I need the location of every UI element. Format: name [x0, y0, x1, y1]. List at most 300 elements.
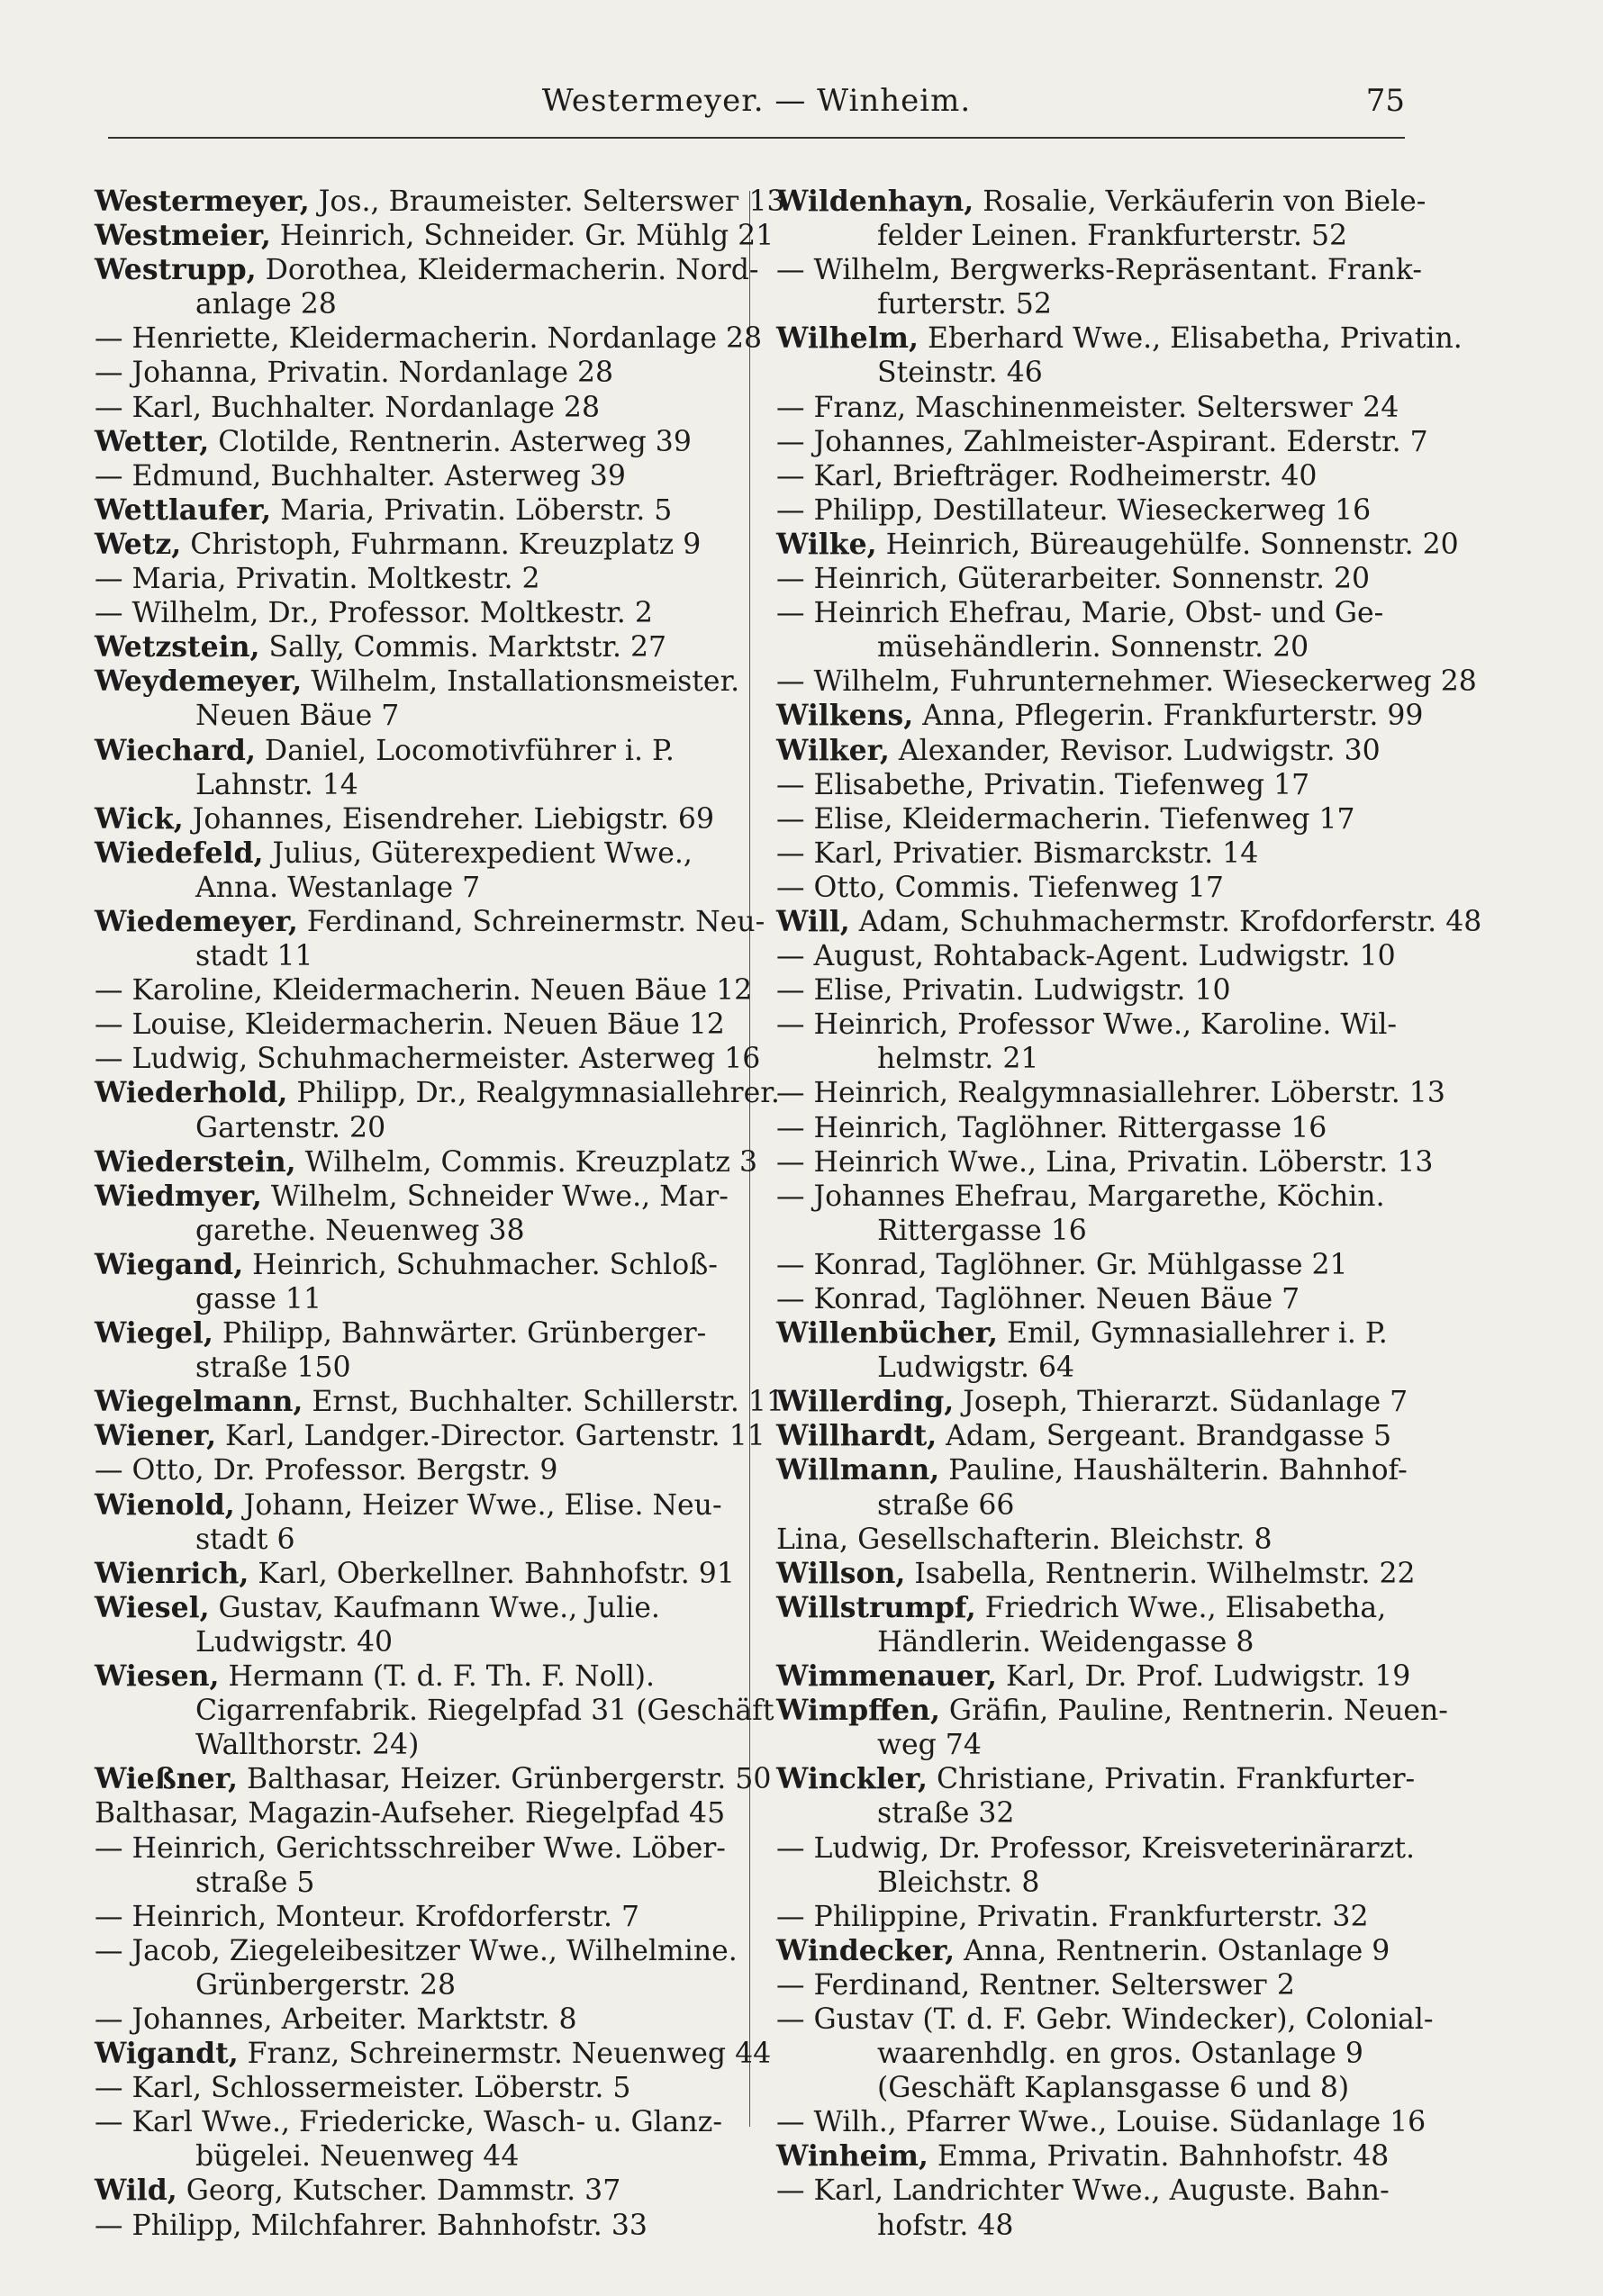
directory-entry	[95, 185, 785, 219]
entry-text: — Heinrich, Monteur. Krofdorferstr. 7	[95, 1900, 640, 1933]
entry-text: Eberhard Wwe., Elisabetha, Privatin.	[918, 322, 1463, 356]
entry-continuation	[95, 2139, 716, 2174]
entry-text: anlage 28	[195, 288, 337, 321]
directory-entry	[95, 734, 716, 802]
entry-text: Gustav, Kaufmann Wwe., Julie.	[209, 1591, 660, 1624]
directory-entry	[776, 1968, 1398, 2002]
entry-text: Julius, Güterexpedient Wwe.,	[263, 836, 693, 870]
entry-continuation	[776, 1042, 1398, 1076]
entry-text: Adam, Schuhmachermstr. Krofdorferstr. 48	[849, 905, 1482, 938]
entry-line	[95, 493, 716, 528]
entry-text: — Gustav (T. d. F. Gebr. Windecker), Colonial-	[776, 2002, 1434, 2036]
entry-line	[776, 699, 1424, 733]
entry-text: — Philipp, Destillateur. Wieseckerweg 16	[776, 493, 1372, 527]
directory-entry	[95, 2037, 772, 2071]
entry-text: straße 150	[195, 1351, 351, 1385]
entry-line	[776, 2105, 1426, 2139]
entry-text: — Heinrich, Gerichtsschreiber Wwe. Löber-	[95, 1831, 726, 1865]
entry-text: garethe. Neuenweg 38	[195, 1214, 525, 1247]
entry-line	[95, 321, 763, 356]
entry-surname: Willhardt,	[776, 1419, 937, 1453]
entry-text: Anna. Westanlage 7	[195, 871, 481, 904]
entry-line	[95, 1762, 772, 1796]
entry-line	[776, 1385, 1408, 1419]
entry-surname: Wildenhayn,	[776, 185, 974, 218]
directory-entry	[95, 802, 716, 836]
entry-text: — Karl Wwe., Friedericke, Wasch- u. Glanz-	[95, 2106, 722, 2139]
entry-line	[776, 973, 1398, 1008]
entry-continuation	[95, 1625, 716, 1659]
entry-line	[776, 321, 1463, 356]
directory-entry	[95, 1008, 725, 1042]
entry-text: — Heinrich, Professor Wwe., Karoline. Wil-	[776, 1008, 1398, 1042]
entry-line	[95, 562, 716, 596]
entry-text: Wilhelm, Commis. Kreuzplatz 3	[295, 1145, 758, 1179]
entry-line	[776, 734, 1398, 768]
directory-entry	[776, 1556, 1416, 1591]
entry-text: Philipp, Bahnwärter. Grünberger-	[213, 1317, 707, 1351]
entry-text: gasse 11	[195, 1283, 322, 1315]
entry-line	[776, 253, 1422, 287]
entry-surname: Wiegelmann,	[95, 1385, 303, 1419]
entry-text: Händlerin. Weidengasse 8	[877, 1625, 1254, 1659]
left-column	[95, 185, 785, 2243]
entry-text: Ernst, Buchhalter. Schillerstr. 11	[303, 1386, 784, 1419]
entry-continuation	[776, 1728, 1398, 1762]
entry-line	[776, 939, 1398, 973]
entry-continuation	[776, 1351, 1398, 1385]
entry-text: Alexander, Revisor. Ludwigstr. 30	[889, 734, 1381, 767]
entry-text: — Wilhelm, Bergwerks-Repräsentant. Frank-	[776, 254, 1422, 287]
entry-line	[776, 768, 1398, 802]
entry-line	[776, 425, 1428, 459]
entry-text: Cigarrenfabrik. Riegelpfad 31 (Geschäft	[195, 1695, 774, 1728]
directory-entry	[776, 1831, 1415, 1900]
entry-text: Friedrich Wwe., Elisabetha,	[975, 1591, 1387, 1624]
entry-line	[95, 2037, 772, 2071]
directory-entry	[776, 1523, 1398, 1557]
entry-line	[776, 1523, 1398, 1557]
entry-line	[776, 1180, 1398, 1214]
directory-entry	[776, 973, 1398, 1008]
directory-entry	[776, 562, 1398, 596]
entry-line	[776, 904, 1482, 939]
entry-continuation	[95, 1523, 716, 1557]
entry-continuation	[95, 699, 716, 733]
entry-text: Franz, Schreinermstr. Neuenweg 44	[238, 2038, 772, 2071]
entry-continuation	[776, 630, 1398, 664]
entry-line	[776, 527, 1459, 562]
directory-entry	[776, 1694, 1448, 1762]
entry-continuation	[95, 1694, 774, 1728]
entry-surname: Wick,	[95, 801, 184, 836]
entry-text: straße 5	[195, 1866, 315, 1899]
entry-text: Johann, Heizer Wwe., Elise. Neu-	[234, 1488, 722, 1522]
directory-entry	[776, 1762, 1416, 1830]
entry-surname: Wiedmyer,	[95, 1179, 262, 1213]
entry-text: — Wilhelm, Dr., Professor. Moltkestr. 2	[95, 597, 653, 630]
entry-text: straße 32	[877, 1797, 1015, 1830]
directory-entry	[95, 1248, 716, 1316]
entry-text: Christoph, Fuhrmann. Kreuzplatz 9	[181, 528, 702, 561]
entry-text: Jos., Braumeister. Selterswег 13	[309, 185, 785, 218]
entry-text: Gartenstr. 20	[195, 1111, 386, 1144]
entry-text: straße 66	[877, 1488, 1015, 1522]
entry-surname: Wiegand,	[95, 1247, 244, 1281]
entry-line	[776, 871, 1398, 905]
entry-text: — Karl, Schlossermeister. Löberstr. 5	[95, 2072, 631, 2105]
directory-entry	[776, 253, 1422, 321]
running-title: Westermeyer. — Winheim.	[541, 83, 972, 119]
entry-text: hofstr. 48	[877, 2209, 1014, 2242]
entry-line	[95, 1831, 726, 1866]
directory-entry	[776, 425, 1428, 459]
entry-surname: Wilker,	[776, 733, 890, 767]
entry-continuation	[776, 2037, 1398, 2071]
entry-surname: Wiesel,	[95, 1590, 210, 1624]
entry-surname: Wießner,	[95, 1762, 238, 1796]
entry-line	[95, 219, 774, 253]
directory-entry	[95, 391, 716, 425]
entry-text: Clotilde, Rentnerin. Asterweg 39	[209, 425, 692, 458]
directory-entry	[95, 2209, 716, 2243]
page-number: 75	[1365, 83, 1405, 119]
entry-text: Anna, Rentnerin. Ostanlage 9	[955, 1934, 1390, 1967]
entry-line	[95, 1453, 716, 1487]
entry-line	[95, 1556, 735, 1591]
entry-text: — Karl, Privatier. Bismarckstr. 14	[776, 836, 1259, 870]
entry-text: Wallthorstr. 24)	[195, 1729, 420, 1762]
entry-text: Pauline, Haushälterin. Bahnhof-	[939, 1454, 1408, 1487]
entry-surname: Willenbücher,	[776, 1316, 998, 1351]
entry-text: — Henriette, Kleidermacherin. Nordanlage 28	[95, 322, 763, 356]
entry-surname: Wigandt,	[95, 2037, 239, 2071]
entry-text: — Heinrich, Taglöhner. Rittergasse 16	[776, 1111, 1327, 1144]
entry-continuation	[95, 1351, 716, 1385]
directory-entry	[776, 185, 1426, 253]
entry-line	[95, 1316, 716, 1351]
directory-entry	[776, 596, 1398, 664]
directory-entry	[776, 2139, 1398, 2174]
entry-text: Ludwigstr. 64	[877, 1351, 1075, 1385]
entry-text: Grünbergerstr. 28	[195, 1968, 457, 2002]
directory-entry	[95, 1762, 772, 1796]
entry-text: Dorothea, Kleidermacherin. Nord-	[256, 254, 759, 287]
entry-continuation	[776, 1625, 1398, 1659]
directory-entry	[95, 493, 716, 528]
entry-line	[95, 391, 716, 425]
entry-text: Lina, Gesellschafterin. Bleichstr. 8	[776, 1523, 1272, 1556]
entry-text: Rosalie, Verkäuferin von Biele-	[974, 185, 1426, 218]
entry-text: bügelei. Neuenweg 44	[195, 2140, 520, 2174]
entry-line	[776, 2139, 1398, 2174]
entry-text: furterstr. 52	[877, 288, 1052, 321]
entry-continuation	[95, 1282, 716, 1316]
entry-continuation	[95, 939, 716, 973]
entry-text: Daniel, Locomotivführer i. P.	[255, 734, 675, 767]
entry-line	[776, 391, 1398, 425]
entry-text: Ferdinand, Schreinermstr. Neu-	[297, 905, 765, 938]
entry-line	[95, 802, 716, 836]
directory-entry	[95, 321, 763, 356]
entry-surname: Wiederstein,	[95, 1144, 296, 1179]
entry-surname: Wienrich,	[95, 1556, 249, 1590]
entry-text: Johannes, Eisendreher. Liebigstr. 69	[183, 802, 714, 836]
entry-text: — Ludwig, Schuhmachermeister. Asterweg 16	[95, 1043, 761, 1076]
directory-entry	[95, 2071, 716, 2105]
entry-surname: Wilhelm,	[776, 321, 919, 356]
entry-line	[95, 2071, 716, 2105]
entry-surname: Willerding,	[776, 1385, 955, 1419]
entry-continuation	[95, 1214, 716, 1248]
entry-text: — Elise, Privatin. Ludwigstr. 10	[776, 974, 1231, 1008]
entry-surname: Wetzstein,	[95, 630, 260, 664]
entry-continuation	[95, 1728, 716, 1762]
entry-text: — Otto, Dr. Professor. Bergstr. 9	[95, 1454, 558, 1487]
directory-entry	[776, 1419, 1398, 1453]
entry-text: Steinstr. 46	[877, 357, 1043, 390]
entry-text: Neuen Bäue 7	[195, 700, 400, 733]
directory-entry	[95, 904, 765, 973]
entry-surname: Wiegel,	[95, 1316, 213, 1351]
entry-continuation	[776, 1866, 1398, 1900]
entry-surname: Willson,	[776, 1556, 906, 1590]
entry-text: Karl, Landger.-Director. Gartenstr. 11	[216, 1420, 765, 1453]
entry-text: weg 74	[877, 1729, 982, 1762]
directory-entry	[776, 664, 1477, 699]
entry-line	[776, 1076, 1445, 1110]
entry-line	[95, 528, 716, 562]
entry-text: — Franz, Maschinenmeister. Selterswег 24	[776, 391, 1399, 424]
directory-entry	[776, 1145, 1434, 1180]
entry-line	[776, 836, 1398, 871]
entry-continuation	[776, 2071, 1398, 2105]
entry-surname: Westmeier,	[95, 219, 271, 253]
directory-entry	[776, 321, 1463, 390]
entry-line	[95, 1591, 716, 1625]
directory-entry	[776, 1008, 1398, 1076]
entry-text: Heinrich, Schuhmacher. Schloß-	[243, 1248, 718, 1281]
entry-surname: Westermeyer,	[95, 185, 310, 218]
directory-entry	[95, 1453, 716, 1487]
entry-line	[95, 1419, 765, 1453]
directory-entry	[776, 1076, 1445, 1110]
entry-text: — Johannes Ehefrau, Margarethe, Köchin.	[776, 1180, 1385, 1213]
entry-continuation	[95, 1968, 716, 2002]
entry-text: Joseph, Thierarzt. Südanlage 7	[954, 1386, 1408, 1419]
entry-line	[95, 2209, 716, 2243]
entry-continuation	[95, 1866, 716, 1900]
directory-entry	[95, 356, 716, 390]
entry-continuation	[776, 287, 1398, 321]
directory-entry	[95, 1042, 761, 1076]
entry-line	[95, 253, 759, 287]
entry-text: Adam, Sergeant. Brandgasse 5	[937, 1420, 1392, 1453]
entry-line	[95, 734, 716, 768]
entry-line	[95, 1144, 758, 1180]
entry-line	[776, 1934, 1398, 1968]
directory-entry	[776, 699, 1424, 733]
entry-surname: Winheim,	[776, 2139, 928, 2174]
directory-entry	[95, 630, 716, 664]
entry-line	[776, 1453, 1408, 1487]
directory-entry	[776, 1659, 1411, 1694]
entry-text: Bleichstr. 8	[877, 1866, 1040, 1899]
entry-surname: Wiedefeld,	[95, 836, 264, 870]
entry-text: — Ferdinand, Rentner. Selterswег 2	[776, 1968, 1295, 2002]
entry-continuation	[776, 219, 1398, 253]
entry-text: Karl, Oberkellner. Bahnhofstr. 91	[249, 1557, 735, 1590]
entry-surname: Wiechard,	[95, 733, 256, 767]
entry-surname: Weydemeyer,	[95, 664, 303, 699]
entry-text: Philipp, Dr., Realgymnasiallehrer.	[287, 1077, 780, 1110]
entry-line	[776, 1591, 1398, 1625]
entry-text: Sally, Commis. Marktstr. 27	[259, 631, 667, 664]
entry-surname: Wienold,	[95, 1487, 235, 1522]
entry-line	[95, 425, 716, 459]
entry-text: Rittergasse 16	[877, 1214, 1087, 1247]
directory-entry	[776, 493, 1398, 528]
entry-text: — Konrad, Taglöhner. Gr. Mühlgasse 21	[776, 1248, 1348, 1281]
entry-line	[95, 1900, 716, 1934]
entry-text: — Otto, Commis. Tiefenweg 17	[776, 871, 1224, 904]
entry-line	[776, 2174, 1398, 2208]
entry-line	[776, 1111, 1398, 1145]
entry-text: — Philippine, Privatin. Frankfurterstr. 32	[776, 1900, 1369, 1933]
entry-text: Anna, Pflegerin. Frankfurterstr. 99	[913, 700, 1424, 733]
directory-entry	[776, 1900, 1398, 1934]
entry-text: — Wilh., Pfarrer Wwe., Louise. Südanlage 16	[776, 2106, 1426, 2139]
entry-line	[776, 1831, 1415, 1866]
entry-text: — Louise, Kleidermacherin. Neuen Bäue 12	[95, 1008, 725, 1042]
entry-text: — Philipp, Milchfahrer. Bahnhofstr. 33	[95, 2209, 648, 2242]
entry-text: Gräfin, Pauline, Rentnerin. Neuen-	[939, 1695, 1448, 1728]
entry-text: Emma, Privatin. Bahnhofstr. 48	[928, 2140, 1390, 2174]
directory-entry	[776, 1111, 1398, 1145]
directory-entry	[95, 1831, 726, 1900]
entry-surname: Wiesen,	[95, 1659, 220, 1694]
entry-text: (Geschäft Kaplansgasse 6 und 8)	[877, 2072, 1350, 2105]
entry-text: — Wilhelm, Fuhrunternehmer. Wieseckerweg 28	[776, 665, 1477, 699]
directory-entry	[776, 871, 1398, 905]
entry-line	[776, 1694, 1448, 1728]
directory-entry	[95, 1076, 780, 1144]
entry-surname: Wimmenauer,	[776, 1659, 998, 1694]
entry-continuation	[95, 287, 716, 321]
entry-text: — Karl, Briefträger. Rodheimerstr. 40	[776, 459, 1318, 493]
entry-line	[95, 1487, 722, 1523]
directory-entry	[95, 1487, 722, 1557]
entry-text: — Elisabethe, Privatin. Tiefenweg 17	[776, 768, 1310, 801]
directory-entry	[95, 1796, 726, 1830]
entry-text: — Ludwig, Dr. Professor, Kreisveterinärarzt.	[776, 1831, 1415, 1865]
entry-surname: Willstrumpf,	[776, 1590, 976, 1624]
entry-line	[776, 1316, 1398, 1351]
entry-line	[776, 1145, 1434, 1180]
directory-entry	[776, 768, 1398, 802]
directory-entry	[95, 1419, 765, 1453]
entry-line	[95, 1076, 780, 1110]
entry-continuation	[776, 1796, 1398, 1830]
entry-surname: Winckler,	[776, 1762, 928, 1796]
entry-line	[95, 1385, 784, 1419]
entry-surname: Wimpffen,	[776, 1694, 940, 1728]
directory-entry	[776, 1385, 1408, 1419]
directory-entry	[95, 459, 716, 493]
entry-line	[776, 596, 1398, 630]
entry-text: müsehändlerin. Sonnenstr. 20	[877, 631, 1309, 664]
directory-entry	[95, 1385, 784, 1419]
directory-entry	[95, 528, 716, 562]
entry-text: — August, Rohtaback-Agent. Ludwigstr. 10	[776, 940, 1396, 973]
entry-line	[95, 836, 716, 871]
directory-entry	[776, 1453, 1408, 1522]
entry-line	[776, 1008, 1398, 1042]
directory-entry	[95, 219, 774, 253]
entry-text: — Heinrich, Güterarbeiter. Sonnenstr. 20	[776, 563, 1371, 596]
entry-text: Heinrich, Schneider. Gr. Mühlg 21	[270, 220, 774, 253]
entry-line	[776, 185, 1426, 219]
directory-entry	[95, 2174, 716, 2208]
entry-text: Ludwigstr. 40	[195, 1625, 394, 1659]
directory-entry	[776, 939, 1398, 973]
entry-continuation	[776, 1488, 1398, 1523]
entry-surname: Windecker,	[776, 1933, 955, 1967]
entry-text: — Karoline, Kleidermacherin. Neuen Bäue 12	[95, 974, 753, 1008]
entry-text: Heinrich, Büreaugehülfe. Sonnenstr. 20	[876, 528, 1459, 561]
entry-text: — Johanna, Privatin. Nordanlage 28	[95, 357, 614, 390]
directory-entry	[95, 836, 716, 905]
entry-surname: Wiederhold,	[95, 1076, 288, 1110]
entry-line	[776, 562, 1398, 596]
entry-surname: Will,	[776, 904, 850, 938]
directory-entry	[95, 253, 759, 321]
directory-entry	[776, 734, 1398, 768]
entry-line	[776, 1419, 1398, 1453]
directory-entry	[776, 1180, 1398, 1248]
directory-entry	[95, 973, 753, 1008]
entry-line	[95, 2105, 722, 2139]
directory-entry	[95, 1179, 729, 1248]
directory-entry	[95, 562, 716, 596]
directory-entry	[95, 2105, 722, 2174]
directory-entry	[776, 1591, 1398, 1659]
directory-entry	[95, 596, 716, 630]
directory-entry	[95, 2002, 716, 2037]
entry-text: — Maria, Privatin. Moltkestr. 2	[95, 563, 540, 596]
entry-continuation	[95, 871, 716, 905]
entry-text: stadt 11	[195, 940, 313, 973]
entry-surname: Willmann,	[776, 1453, 940, 1487]
entry-surname: Wetter,	[95, 424, 210, 458]
directory-entry	[95, 1659, 774, 1762]
directory-entry	[776, 802, 1398, 836]
directory-entry	[95, 1556, 735, 1591]
directory-entry	[95, 1591, 716, 1659]
entry-surname: Wilkens,	[776, 699, 914, 733]
entry-text: Georg, Kutscher. Dammstr. 37	[177, 2174, 621, 2208]
entry-text: — Heinrich, Realgymnasiallehrer. Löberstr. 13	[776, 1077, 1445, 1110]
entry-continuation	[776, 356, 1398, 390]
entry-line	[95, 1248, 716, 1282]
entry-line	[95, 2174, 716, 2208]
entry-line	[776, 459, 1398, 493]
header-rule	[108, 137, 1405, 139]
entry-text: — Karl, Landrichter Wwe., Auguste. Bahn-	[776, 2174, 1390, 2208]
entry-text: Lahnstr. 14	[195, 768, 358, 801]
entry-line	[95, 1008, 725, 1042]
entry-text: — Johannes, Arbeiter. Marktstr. 8	[95, 2002, 577, 2036]
